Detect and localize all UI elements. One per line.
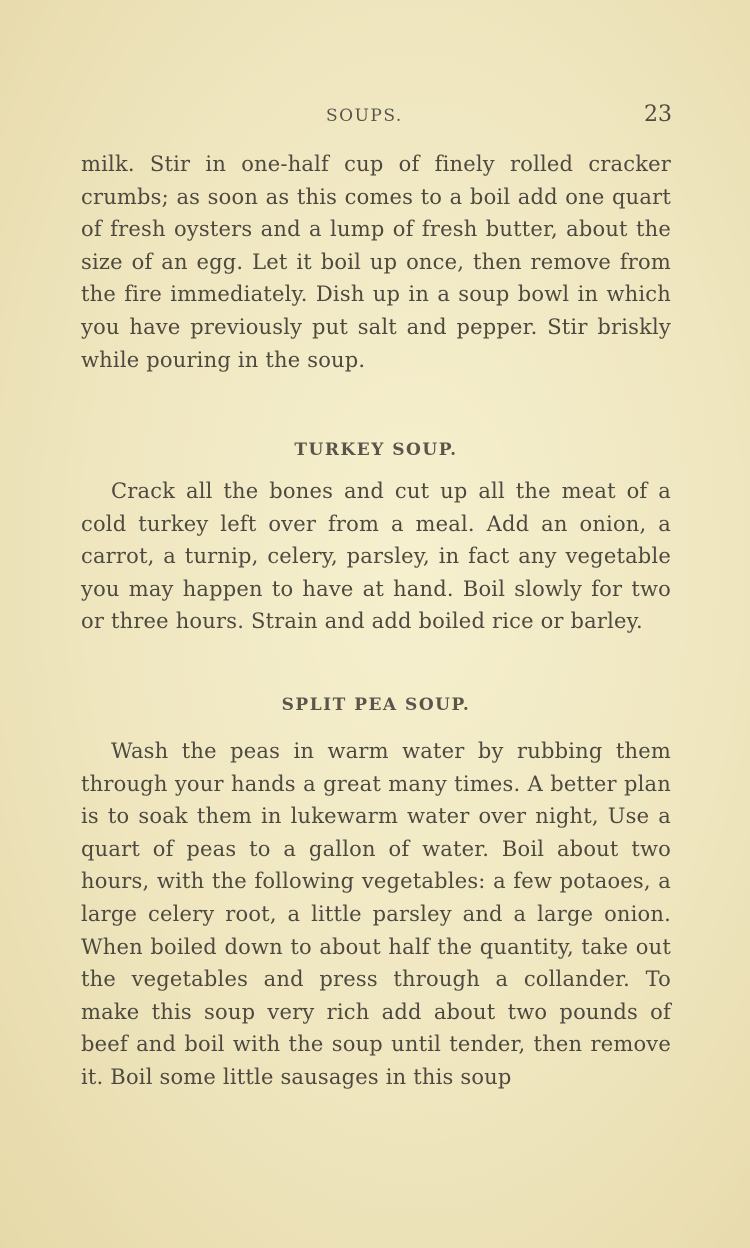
page-number: 23 <box>644 102 672 127</box>
heading-split-pea-soup: SPLIT PEA SOUP. <box>281 695 471 715</box>
running-head <box>80 102 672 132</box>
paragraph-turkey-soup: Crack all the bones and cut up all the meat of a cold turkey left over from a meal. Add an onion, a carrot, a turnip, celery, parsley, in fact any vegetable you may happen to have at hand. Boil slowly for two or three hours. Strain and add boiled rice or barley. <box>81 479 671 634</box>
running-title: SOUPS. <box>326 106 403 126</box>
paragraph-split-pea-soup: Wash the peas in warm water by rubbing them through your hands a great many times. A better plan is to soak them in lukewarm water over night, Use a quart of peas to a gallon of water. Boil about two hours, with the following vegetables: a few potaoes, a large celery root, a little parsley and a large onion. When boiled down to about half the quantity, take out the vegetables and press through a collander. To make this soup very rich add about two pounds of beef and boil with the soup until tender, then remove it. Boil some little sausages in this soup <box>81 739 671 1089</box>
heading-turkey-soup: TURKEY SOUP. <box>294 440 458 460</box>
paragraph-oyster-soup-continued: milk. Stir in one-half cup of finely rolled cracker crumbs; as soon as this comes to a boil add one quart of fresh oysters and a lump of fresh butter, about the size of an egg. Let it boil up once, then remove from the fire immediately. Dish up in a soup bowl in which you have previously put salt and pepper. Stir briskly while pouring in the soup. <box>81 152 671 372</box>
